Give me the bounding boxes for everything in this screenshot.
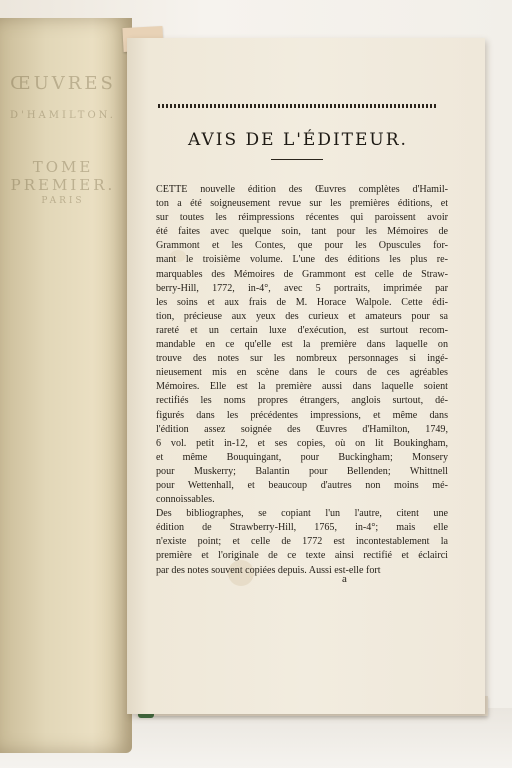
- text-line: édition de Strawberry-Hill, 1765, in-4°; mais elle: [156, 522, 448, 534]
- decorative-rule: [158, 104, 438, 108]
- text-line: berry-Hill, 1772, in-4°, avec 5 portraits, imprimée par: [156, 282, 448, 294]
- text-line: été faites avec quelque soin, tant pour les Mémoires de: [156, 226, 448, 238]
- text-line: CETTE nouvelle édition des Œuvres complètes d'Hamil-: [156, 184, 448, 195]
- signature-mark: a: [342, 573, 347, 585]
- text-line: et même Bouquingant, pour Buckingham; Monsery: [156, 451, 448, 463]
- text-line: mant le troisième volume. L'une des éditions les plus re-: [156, 254, 448, 266]
- ghost-text-3: TOME PREMIER.: [10, 158, 116, 194]
- body-text: [156, 183, 448, 578]
- text-line: trouve des notes sur les nombreux personnages si ingé-: [156, 353, 448, 365]
- text-line: marquables des Mémoires de Grammont est celle de Straw-: [156, 268, 448, 280]
- left-page: [0, 18, 132, 753]
- text-line: sur toutes les réimpressions récentes qui paroissent avoir: [156, 212, 448, 224]
- text-line: Mémoires. Elle est la première aussi dans laquelle soient: [156, 381, 448, 393]
- text-line: pour Muskerry; Balantin pour Bellenden; Whittnell: [156, 465, 448, 477]
- title-underline: [271, 159, 323, 160]
- text-line: n'existe point; et celle de 1772 est incontestablement la: [156, 536, 448, 548]
- text-line: rectifiés les noms propres étrangers, anglois surtout, dé-: [156, 395, 448, 407]
- ghost-text-4: PARIS: [41, 196, 85, 206]
- text-line: connoissables.: [156, 494, 215, 506]
- text-line: figurés dans les précédentes impressions, et même dans: [156, 409, 448, 421]
- text-line: ton a été soigneusement revue sur les premières éditions, et: [156, 198, 448, 210]
- text-line: l'édition assez soignée des Œuvres d'Hamilton, 1749,: [156, 423, 448, 435]
- page-title: AVIS DE L'ÉDITEUR.: [188, 130, 408, 150]
- text-line: les soins et aux frais de M. Horace Walpole. Cette édi-: [156, 296, 448, 308]
- ghost-text-2: D'HAMILTON.: [10, 110, 116, 121]
- text-line: Grammont et les Contes, que pour les Opuscules for-: [156, 240, 448, 252]
- text-line: 6 vol. petit in-12, et ses copies, où on lit Boukingham,: [156, 437, 448, 449]
- text-line: Des bibliographes, se copiant l'un l'autre, citent une: [156, 508, 448, 520]
- text-line: par des notes souvent copiées depuis. Aussi est-elle fort: [156, 564, 381, 576]
- text-line: tion, précieuse aux yeux des curieux et amateurs pour sa: [156, 310, 448, 322]
- ghost-text-1: ŒUVRES: [10, 73, 116, 94]
- text-line: pour Wettenhall, et beaucoup d'autres non moins mé-: [156, 479, 448, 491]
- text-line: mandable en ce qu'elle est la première dans laquelle on: [156, 339, 448, 351]
- text-line: première et l'originale de ce texte ainsi rectifié et éclairci: [156, 550, 448, 562]
- text-line: nieusement mis en scène dans le cours de ces agréables: [156, 367, 448, 379]
- text-line: rareté et un certain luxe d'exécution, est surtout recom-: [156, 324, 448, 336]
